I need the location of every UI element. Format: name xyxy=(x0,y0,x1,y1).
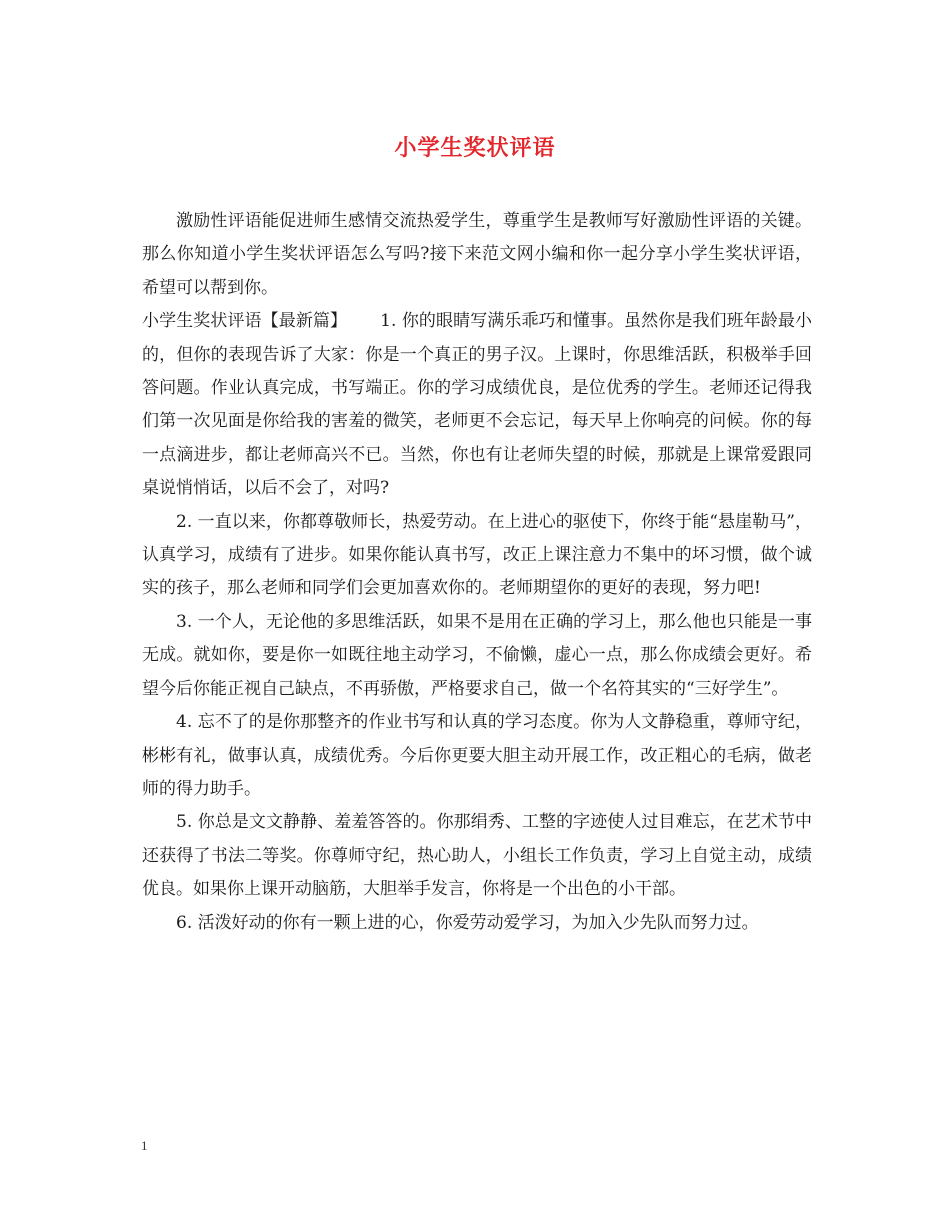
item-1-paragraph xyxy=(142,305,812,505)
item-4-paragraph: 4. 忘不了的是你那整齐的作业书写和认真的学习态度。你为人文静稳重，尊师守纪，彬彬有礼，做事认真，成绩优秀。今后你更要大胆主动开展工作，改正粗心的毛病，做老师的得力助手。 xyxy=(142,712,812,799)
intro-paragraph: 激励性评语能促进师生感情交流热爱学生，尊重学生是教师写好激励性评语的关键。那么你知道小学生奖状评语怎么写吗?接下来范文网小编和你一起分享小学生奖状评语，希望可以帮到你。 xyxy=(142,211,812,298)
page-number: 1 xyxy=(141,1138,148,1153)
document-body xyxy=(142,205,812,940)
section-label: 小学生奖状评语【最新篇】 xyxy=(142,311,348,332)
item-1-text: 1. 你的眼睛写满乐乖巧和懂事。虽然你是我们班年龄最小的，但你的表现告诉了大家：你是一个真正的男子汉。上课时，你思维活跃，积极举手回答问题。作业认真完成，书写端正。你的学习成绩优良，是位优秀的学生。老师还记得我们第一次见面是你给我的害羞的微笑，老师更不会忘记，每天早上你响亮的问候。你的每一点滴进步，都让老师高兴不已。当然，你也有让老师失望的时候，那就是上课常爱跟同桌说悄悄话，以后不会了，对吗? xyxy=(142,311,812,499)
item-2-paragraph: 2. 一直以来，你都尊敬师长，热爱劳动。在上进心的驱使下，你终于能“悬崖勒马”，认真学习，成绩有了进步。如果你能认真书写，改正上课注意力不集中的坏习惯，做个诚实的孩子，那么老师和同学们会更加喜欢你的。老师期望你的更好的表现，努力吧! xyxy=(142,511,812,599)
item-6-paragraph: 6. 活泼好动的你有一颗上进的心，你爱劳动爱学习，为加入少先队而努力过。 xyxy=(176,912,759,933)
item-3-paragraph: 3. 一个人，无论他的多思维活跃，如果不是用在正确的学习上，那么他也只能是一事无成。就如你，要是你一如既往地主动学习，不偷懒，虚心一点，那么你成绩会更好。希望今后你能正视自己缺点，不再骄傲，严格要求自己，做一个名符其实的“三好学生”。 xyxy=(142,611,812,699)
item-5-paragraph: 5. 你总是文文静静、羞羞答答的。你那绢秀、工整的字迹使人过目难忘，在艺术节中还获得了书法二等奖。你尊师守纪，热心助人，小组长工作负责，学习上自觉主动，成绩优良。如果你上课开动脑筋，大胆举手发言，你将是一个出色的小干部。 xyxy=(142,812,812,900)
document-title: 小学生奖状评语 xyxy=(394,135,556,161)
